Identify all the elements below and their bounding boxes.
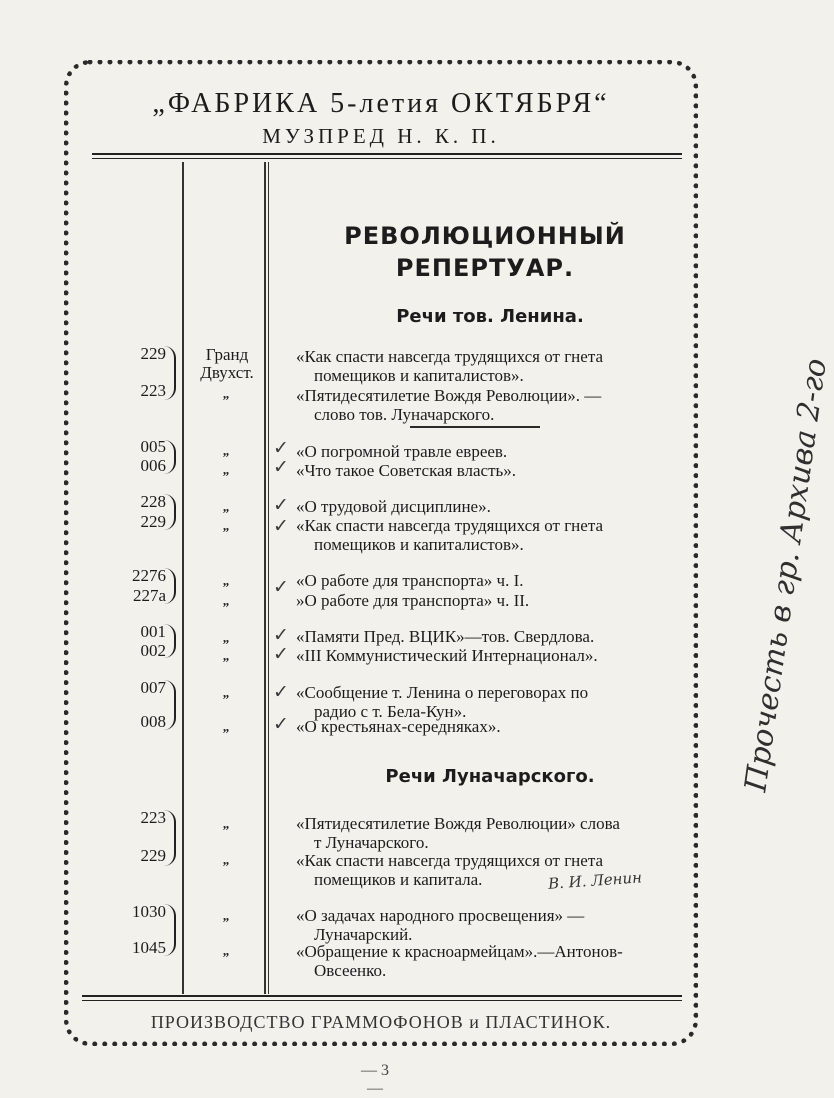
check-mark-icon: ✓ — [273, 643, 289, 665]
footer-text: ПРОИЗВОДСТВО ГРАММОФОНОВ и ПЛАСТИНОК. — [150, 1012, 612, 1032]
title-line-2: РЕПЕРТУАР. — [395, 254, 575, 282]
label-type-line-2: Двухст. — [200, 363, 254, 382]
record-number: 227а — [132, 586, 166, 605]
ditto-mark: „ — [222, 462, 230, 477]
ditto-mark: „ — [222, 648, 230, 663]
record-number: 008 — [140, 712, 166, 731]
record-number: 2276 — [132, 566, 166, 585]
factory-name: „ФАБРИКА 5-летия ОКТЯБРЯ“ — [152, 88, 610, 119]
section-heading-lunacharsky: Речи Луначарского. — [385, 766, 595, 787]
entry-line-1: «Пятидесятилетие Вождя Революции». — — [296, 386, 602, 405]
footer-rule-thin — [82, 1000, 682, 1001]
record-number: 1045 — [132, 938, 166, 957]
entry-text — [296, 814, 678, 852]
margin-handwriting: Прочесть в гр. Архива 2-го — [738, 356, 834, 794]
ditto-mark: „ — [222, 443, 230, 458]
entry-text: «О погромной травле евреев. — [296, 442, 508, 461]
entry-line-2: Луначарский. — [314, 925, 413, 944]
bracket — [162, 810, 176, 866]
page-number: — 3 — — [361, 1062, 389, 1097]
record-number: 001 — [140, 622, 166, 641]
entry-line-2: помещиков и капиталистов». — [314, 366, 524, 385]
entry-line-2: т Луначарского. — [314, 833, 429, 852]
ditto-mark: „ — [222, 630, 230, 645]
entry-text: «III Коммунистический Интернационал». — [296, 646, 598, 665]
entry-line-1: «Как спасти навсегда трудящихся от гнета — [296, 851, 603, 870]
label-type — [186, 346, 268, 382]
header-rule — [92, 153, 682, 155]
ditto-mark: „ — [222, 852, 230, 867]
entry-text — [296, 906, 678, 944]
ditto-mark: „ — [222, 685, 230, 700]
bracket — [162, 346, 176, 400]
ditto-mark: „ — [222, 593, 230, 608]
entry-text — [296, 683, 678, 721]
entry-text: «О трудовой дисциплине». — [296, 497, 491, 516]
entry-line-2: Овсеенко. — [314, 961, 387, 980]
bracket — [162, 494, 176, 530]
record-number: 005 — [140, 437, 166, 456]
check-mark-icon: ✓ — [273, 576, 289, 598]
entry-text: »О работе для транспорта» ч. II. — [296, 591, 530, 610]
check-mark-icon: ✓ — [273, 494, 289, 516]
bracket — [162, 680, 176, 730]
handwritten-underline — [410, 426, 540, 428]
record-number: 002 — [140, 641, 166, 660]
record-number: 223 — [140, 808, 166, 827]
ditto-mark: „ — [222, 816, 230, 831]
entry-text: «Что такое Советская власть». — [296, 461, 517, 480]
ditto-mark: „ — [222, 499, 230, 514]
entry-text — [296, 386, 678, 424]
entry-line-1: «Как спасти навсегда трудящихся от гнета — [296, 516, 603, 535]
bracket — [162, 568, 176, 604]
check-mark-icon: ✓ — [273, 713, 289, 735]
handwritten-note: В. И. Ленин — [547, 868, 643, 893]
record-number: 229 — [140, 512, 166, 531]
ditto-mark: „ — [222, 908, 230, 923]
record-number: 007 — [140, 678, 166, 697]
check-mark-icon: ✓ — [273, 437, 289, 459]
ditto-mark: „ — [222, 573, 230, 588]
record-number: 228 — [140, 492, 166, 511]
ditto-mark: „ — [222, 386, 230, 401]
entry-text: «Памяти Пред. ВЦИК»—тов. Свердлова. — [296, 627, 595, 646]
record-number: 229 — [140, 344, 166, 363]
entry-line-1: «Как спасти навсегда трудящихся от гнета — [296, 347, 603, 366]
ditto-mark: „ — [222, 518, 230, 533]
section-heading-lenin: Речи тов. Ленина. — [396, 306, 584, 327]
record-number: 229 — [140, 846, 166, 865]
check-mark-icon: ✓ — [273, 456, 289, 478]
column-rule-left — [182, 162, 184, 994]
entry-text — [296, 516, 678, 554]
check-mark-icon: ✓ — [273, 515, 289, 537]
entry-line-1: «О задачах народного просвещения» — — [296, 906, 585, 925]
record-number: 223 — [140, 381, 166, 400]
publisher-name: МУЗПРЕД Н. К. П. — [262, 124, 500, 148]
record-number: 1030 — [132, 902, 166, 921]
ditto-mark: „ — [222, 719, 230, 734]
entry-line-1: «Сообщение т. Ленина о переговорах по — [296, 683, 589, 702]
entry-line-2: слово тов. Луначарского. — [314, 405, 495, 424]
column-rule-right — [264, 162, 266, 994]
entry-line-2: помещиков и капиталистов». — [314, 535, 524, 554]
check-mark-icon: ✓ — [273, 681, 289, 703]
record-number: 006 — [140, 456, 166, 475]
bracket — [162, 904, 176, 956]
title-line-1: РЕВОЛЮЦИОННЫЙ — [344, 222, 626, 250]
header-rule-thin — [92, 158, 682, 159]
entry-line-2: помещиков и капитала. — [314, 870, 483, 889]
entry-text — [296, 942, 678, 980]
entry-line-1: «Пятидесятилетие Вождя Революции» слова — [296, 814, 620, 833]
ditto-mark: „ — [222, 943, 230, 958]
entry-text: «О крестьянах-середняках». — [296, 717, 501, 736]
entry-line-1: «Обращение к красноармейцам».—Антонов- — [296, 942, 623, 961]
label-type-line-1: Гранд — [205, 345, 249, 364]
footer-rule — [82, 995, 682, 997]
check-mark-icon: ✓ — [273, 624, 289, 646]
entry-text: «О работе для транспорта» ч. I. — [296, 571, 524, 590]
entry-line-2: радио с т. Бела-Кун». — [314, 702, 467, 721]
entry-text — [296, 347, 678, 385]
